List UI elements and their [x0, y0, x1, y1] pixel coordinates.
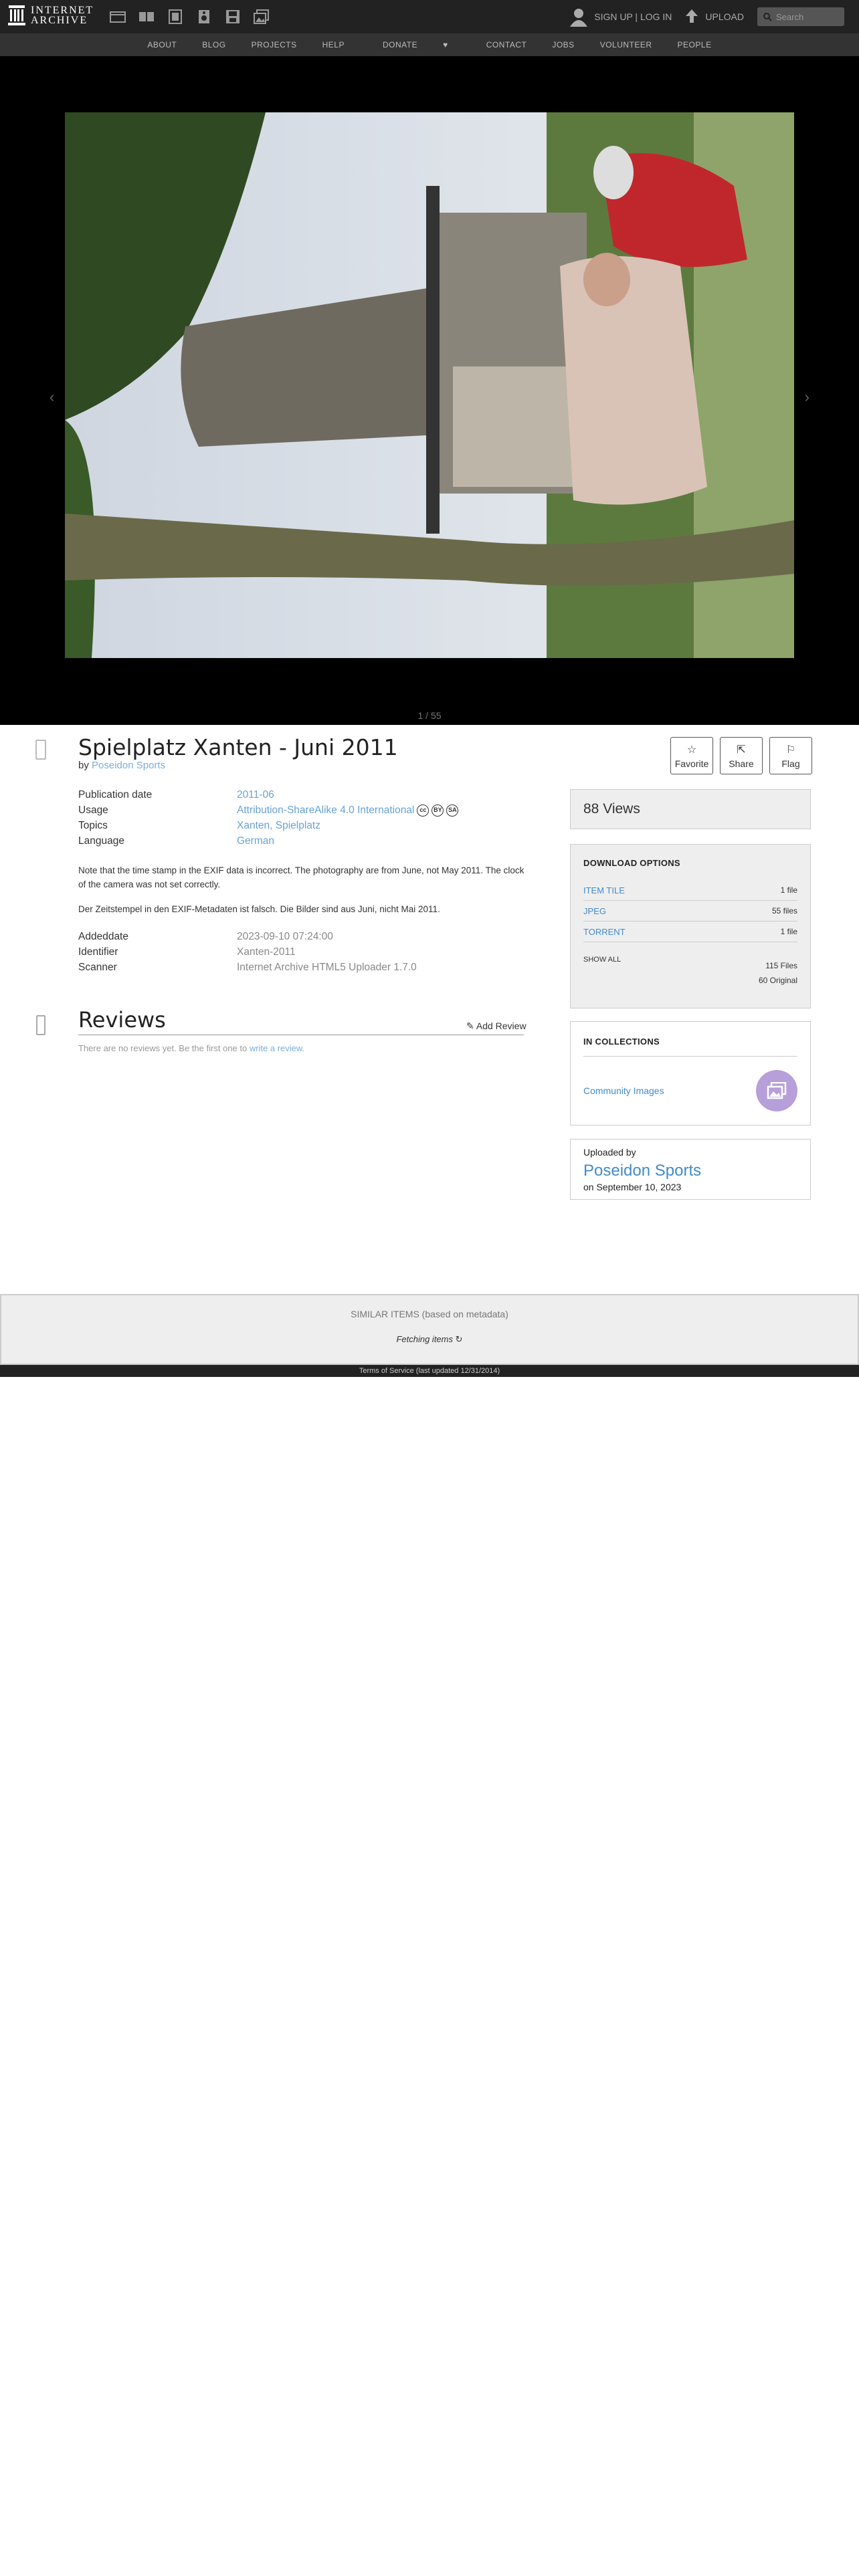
format-link[interactable]: TORRENT — [583, 926, 626, 937]
meta-key: Publication date — [78, 789, 153, 800]
favorite-button[interactable] — [670, 737, 713, 774]
cc-by-icon[interactable]: BY — [432, 804, 444, 817]
upload-link[interactable] — [684, 8, 744, 25]
meta-row — [78, 946, 296, 958]
archive-building-icon — [8, 5, 25, 25]
nav-jobs[interactable]: JOBS — [552, 40, 575, 49]
flag-button[interactable] — [769, 737, 812, 774]
meta-row — [78, 931, 333, 943]
top-bar — [0, 0, 859, 33]
file-count: 1 file — [780, 927, 797, 936]
meta-value: Internet Archive HTML5 Uploader 1.7.0 — [237, 962, 417, 973]
collections-box — [570, 1021, 811, 1125]
pencil-icon: ✎ — [466, 1021, 476, 1031]
footer-terms-link[interactable]: Terms of Service (last updated 12/31/2014) — [0, 1365, 859, 1377]
file-count: 1 file — [780, 885, 797, 895]
search-placeholder: Search — [776, 11, 804, 22]
software-icon[interactable] — [225, 9, 241, 25]
language-link[interactable]: German — [237, 835, 274, 847]
meta-row — [78, 789, 274, 801]
collections-title: IN COLLECTIONS — [583, 1037, 660, 1047]
meta-row — [78, 804, 458, 817]
cc-sa-icon[interactable]: SA — [446, 804, 458, 817]
logo[interactable] — [8, 5, 94, 25]
upload-icon — [684, 8, 700, 25]
cc-icon[interactable]: cc — [417, 804, 429, 817]
nav-help[interactable]: HELP — [322, 40, 345, 49]
main-nav — [0, 33, 859, 56]
page-indicator: 1 / 55 — [417, 710, 442, 721]
views-count: 88 Views — [570, 789, 811, 829]
nav-people[interactable]: PEOPLE — [677, 40, 712, 49]
flag-label: Flag — [781, 758, 800, 769]
uploaded-by-box — [570, 1139, 811, 1200]
nav-about[interactable]: ABOUT — [147, 40, 177, 49]
chevron-left-icon[interactable]: ‹ — [50, 389, 55, 405]
images-icon[interactable] — [254, 9, 270, 25]
video-icon[interactable] — [167, 9, 183, 25]
share-label: Share — [729, 758, 754, 769]
heart-icon: ♥ — [443, 40, 448, 49]
no-reviews-text: There are no reviews yet. Be the first one to — [78, 1043, 248, 1053]
item-title: Spielplatz Xanten - Juni 2011 — [78, 734, 398, 760]
write-review-link[interactable]: write a review. — [249, 1043, 305, 1053]
fetching-status — [1, 1334, 858, 1345]
meta-key: Usage — [78, 804, 108, 816]
format-link[interactable]: JPEG — [583, 905, 606, 916]
nav-donate[interactable] — [370, 40, 461, 49]
meta-row — [78, 962, 417, 974]
audio-icon[interactable] — [196, 9, 212, 25]
meta-value: 2023-09-10 07:24:00 — [237, 931, 333, 942]
meta-key: Scanner — [78, 962, 117, 973]
format-link[interactable]: ITEM TILE — [583, 885, 625, 895]
nav-contact[interactable]: CONTACT — [486, 40, 527, 49]
fetching-label: Fetching items — [396, 1334, 453, 1344]
reviews-title: Reviews — [78, 1007, 166, 1033]
photo-windmill[interactable] — [65, 112, 794, 658]
file-count: 55 files — [771, 906, 797, 916]
chevron-right-icon[interactable]: › — [804, 389, 809, 405]
byline — [78, 760, 165, 771]
signup-login-link[interactable] — [569, 7, 672, 27]
web-icon[interactable] — [110, 9, 126, 25]
flag-icon: ⚐ — [785, 744, 796, 756]
topics-link[interactable]: Xanten, Spielplatz — [237, 820, 320, 831]
share-icon: ⇱ — [737, 744, 746, 756]
texts-icon[interactable] — [138, 9, 155, 25]
download-row[interactable] — [583, 922, 797, 942]
download-title: DOWNLOAD OPTIONS — [583, 858, 680, 868]
favorite-label: Favorite — [674, 758, 709, 769]
download-row[interactable] — [583, 901, 797, 922]
search-icon — [763, 12, 772, 21]
description-de: Der Zeitstempel in den EXIF-Metadaten ist falsch. Die Bilder sind aus Juni, nicht Mai 2011. — [78, 904, 440, 914]
meta-row — [78, 820, 320, 832]
nav-blog[interactable]: BLOG — [202, 40, 226, 49]
download-row[interactable] — [583, 880, 797, 901]
spinner-icon: ↻ — [455, 1334, 463, 1344]
upload-date: on September 10, 2023 — [583, 1182, 682, 1192]
nav-projects[interactable]: PROJECTS — [251, 40, 297, 49]
show-all-link[interactable]: SHOW ALL — [583, 956, 622, 964]
download-options — [570, 844, 811, 1008]
reviews-icon — [36, 1015, 45, 1035]
meta-key: Addeddate — [78, 931, 128, 942]
collection-images-icon[interactable] — [756, 1070, 797, 1111]
meta-value-link[interactable]: 2011-06 — [237, 789, 274, 800]
add-review-label: Add Review — [476, 1021, 527, 1031]
creator-link[interactable]: Poseidon Sports — [92, 760, 166, 771]
by-label: by — [78, 760, 89, 771]
total-original: 60 Original — [758, 976, 797, 985]
star-icon: ☆ — [686, 744, 697, 756]
meta-value: Xanten-2011 — [237, 946, 296, 958]
logo-line1: INTERNET — [31, 5, 94, 16]
search-input[interactable] — [757, 7, 844, 26]
meta-row — [78, 835, 274, 847]
uploader-link[interactable]: Poseidon Sports — [583, 1162, 702, 1180]
image-viewer — [0, 56, 859, 725]
add-review-button[interactable] — [466, 1021, 527, 1032]
signup-label: SIGN UP | LOG IN — [594, 11, 672, 22]
license-link[interactable]: Attribution-ShareAlike 4.0 International — [237, 804, 415, 816]
nav-donate-label: DONATE — [382, 40, 418, 49]
meta-key: Language — [78, 835, 124, 847]
nav-volunteer[interactable]: VOLUNTEER — [599, 40, 652, 49]
similar-items — [0, 1294, 859, 1365]
user-icon — [569, 7, 589, 27]
description-en: Note that the time stamp in the EXIF data is incorrect. The photography are from June, not May 2011. The clock of the camera was not set correctly. — [78, 865, 524, 889]
meta-key: Topics — [78, 820, 108, 831]
similar-title: SIMILAR ITEMS (based on metadata) — [351, 1309, 508, 1319]
upload-label: UPLOAD — [705, 11, 744, 22]
item-actions — [670, 737, 812, 774]
logo-line2: ARCHIVE — [31, 15, 88, 26]
collection-link[interactable]: Community Images — [583, 1085, 664, 1096]
total-files: 115 Files — [765, 961, 797, 970]
share-button[interactable] — [720, 737, 763, 774]
uploaded-by-label: Uploaded by — [583, 1147, 636, 1158]
no-reviews-message — [78, 1043, 304, 1053]
item-details-icon — [35, 740, 46, 760]
meta-key: Identifier — [78, 946, 118, 958]
